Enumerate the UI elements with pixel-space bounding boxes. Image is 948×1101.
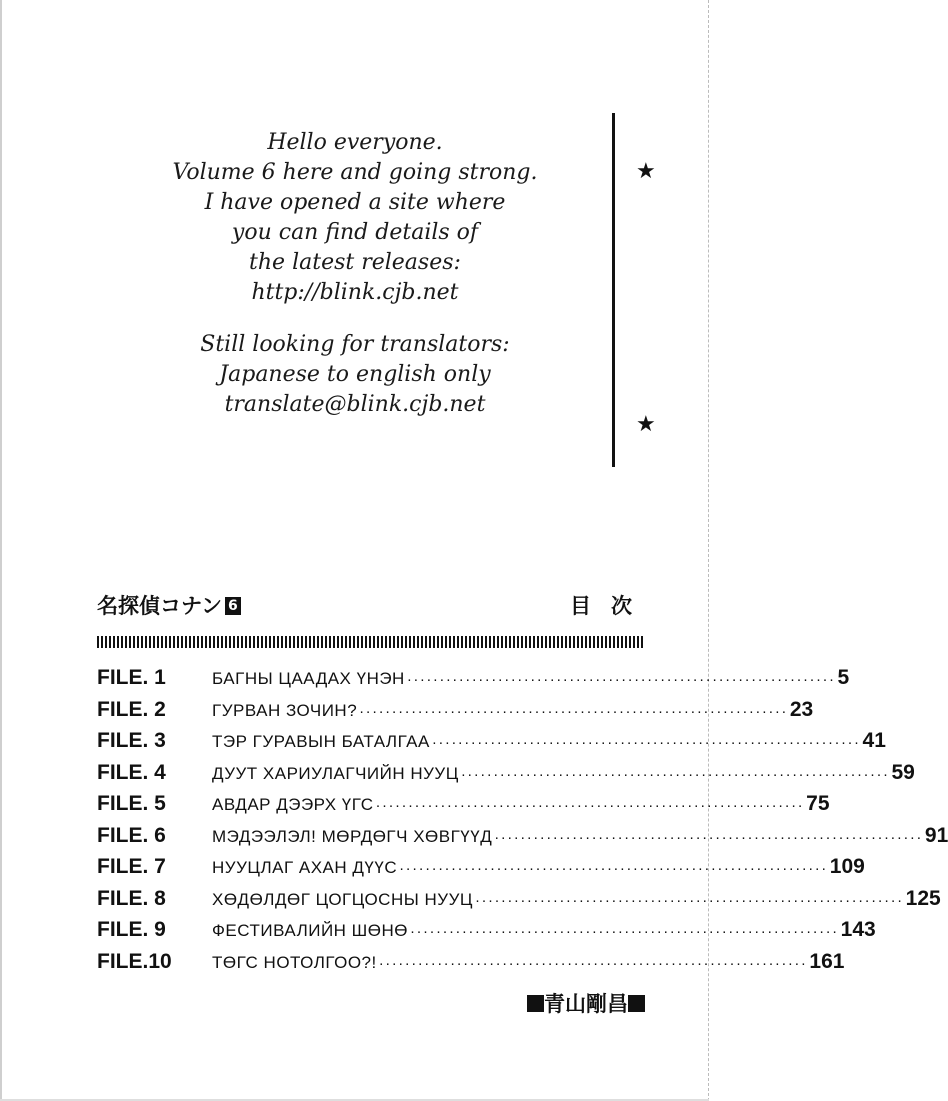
page-number: 23 — [789, 697, 814, 721]
page-number: 59 — [891, 760, 915, 784]
barcode-rule — [97, 636, 644, 648]
page-number: 125 — [905, 886, 941, 910]
chapter-title: ТӨГС НОТОЛГОО?! — [212, 952, 377, 972]
file-number: FILE. 2 — [97, 697, 166, 721]
dot-leader: ·································································· — [375, 797, 805, 814]
note-line: I have opened a site where — [204, 190, 506, 215]
file-number: FILE. 9 — [97, 918, 166, 941]
file-number: FILE. 6 — [97, 823, 166, 847]
page-number: 5 — [837, 666, 850, 689]
note-line: Still looking for translators: — [200, 332, 510, 357]
toc-row — [97, 666, 850, 698]
toc-row — [97, 729, 886, 761]
note-line: Japanese to english only — [219, 362, 491, 387]
dot-leader: ·································································· — [494, 828, 923, 846]
series-title-text: 名探偵コナン — [97, 594, 222, 618]
note-line: Hello everyone. — [267, 130, 443, 155]
toc-row — [97, 886, 941, 919]
toc-row — [97, 792, 830, 824]
handwritten-note — [150, 128, 560, 420]
chapter-title: ГУРВАН ЗОЧИН? — [212, 700, 358, 720]
file-number: FILE. 4 — [97, 760, 166, 784]
author-credit — [527, 990, 645, 1018]
chapter-title: БАГНЫ ЦААДАХ ҮНЭН — [212, 669, 405, 688]
side-vertical-bar — [612, 113, 615, 467]
note-line: you can find details of — [231, 220, 479, 245]
contents-label: 目次 — [570, 594, 652, 618]
toc-row — [97, 949, 845, 982]
chapter-title: ФЕСТИВАЛИЙН ШӨНӨ — [212, 921, 408, 940]
file-number: FILE.10 — [97, 949, 172, 973]
page-number: 109 — [829, 855, 865, 878]
chapter-title: ТЭР ГУРАВЫН БАТАЛГАА — [212, 732, 430, 751]
note-line-url: http://blink.cjb.net — [251, 280, 459, 305]
file-number: FILE. 1 — [97, 666, 166, 689]
note-line: Volume 6 here and going strong. — [172, 160, 538, 185]
star-icon: ★ — [636, 411, 656, 436]
page-number: 91 — [924, 823, 948, 847]
page-number: 41 — [862, 729, 886, 752]
dot-leader: ·································································· — [460, 765, 890, 783]
note-spacer — [150, 308, 560, 330]
page-number: 161 — [809, 949, 845, 973]
dot-leader: ·································································· — [359, 702, 788, 720]
file-number: FILE. 3 — [97, 729, 166, 752]
dot-leader: ·································································· — [378, 954, 808, 972]
chapter-title: ХӨДӨЛДӨГ ЦОГЦОСНЫ НУУЦ — [212, 889, 473, 909]
volume-badge: 6 — [225, 597, 241, 615]
dot-leader: ·································································· — [406, 671, 836, 688]
page-number: 143 — [840, 918, 876, 941]
chapter-title: ДУУТ ХАРИУЛАГЧИЙН НУУЦ — [212, 763, 459, 783]
table-of-contents — [97, 666, 948, 981]
star-icon: ★ — [636, 158, 656, 183]
note-line-email: translate@blink.cjb.net — [224, 392, 486, 417]
file-number: FILE. 5 — [97, 792, 166, 815]
page-number: 75 — [806, 792, 830, 815]
chapter-title: НУУЦЛАГ АХАН ДҮҮС — [212, 858, 398, 877]
dot-leader: ·································································· — [409, 923, 839, 940]
dot-leader: ·································································· — [399, 860, 828, 877]
note-line: the latest releases: — [249, 250, 461, 275]
toc-row — [97, 918, 876, 950]
chapter-title: МЭДЭЭЛЭЛ! МӨРДӨГЧ ХӨВГҮҮД — [212, 826, 493, 846]
toc-row — [97, 855, 865, 887]
series-title — [97, 592, 241, 620]
file-number: FILE. 8 — [97, 886, 166, 910]
chapter-title: АВДАР ДЭЭРХ ҮГС — [212, 795, 374, 814]
file-number: FILE. 7 — [97, 855, 166, 878]
dot-leader: ·································································· — [431, 734, 861, 751]
dot-leader: ·································································· — [474, 891, 904, 909]
author-name: 青山剛昌 — [544, 992, 628, 1016]
square-mark-icon — [628, 995, 645, 1012]
toc-row — [97, 760, 915, 793]
toc-row — [97, 823, 948, 856]
square-mark-icon — [527, 995, 544, 1012]
page-edge-left — [0, 0, 2, 1101]
toc-row — [97, 697, 814, 730]
